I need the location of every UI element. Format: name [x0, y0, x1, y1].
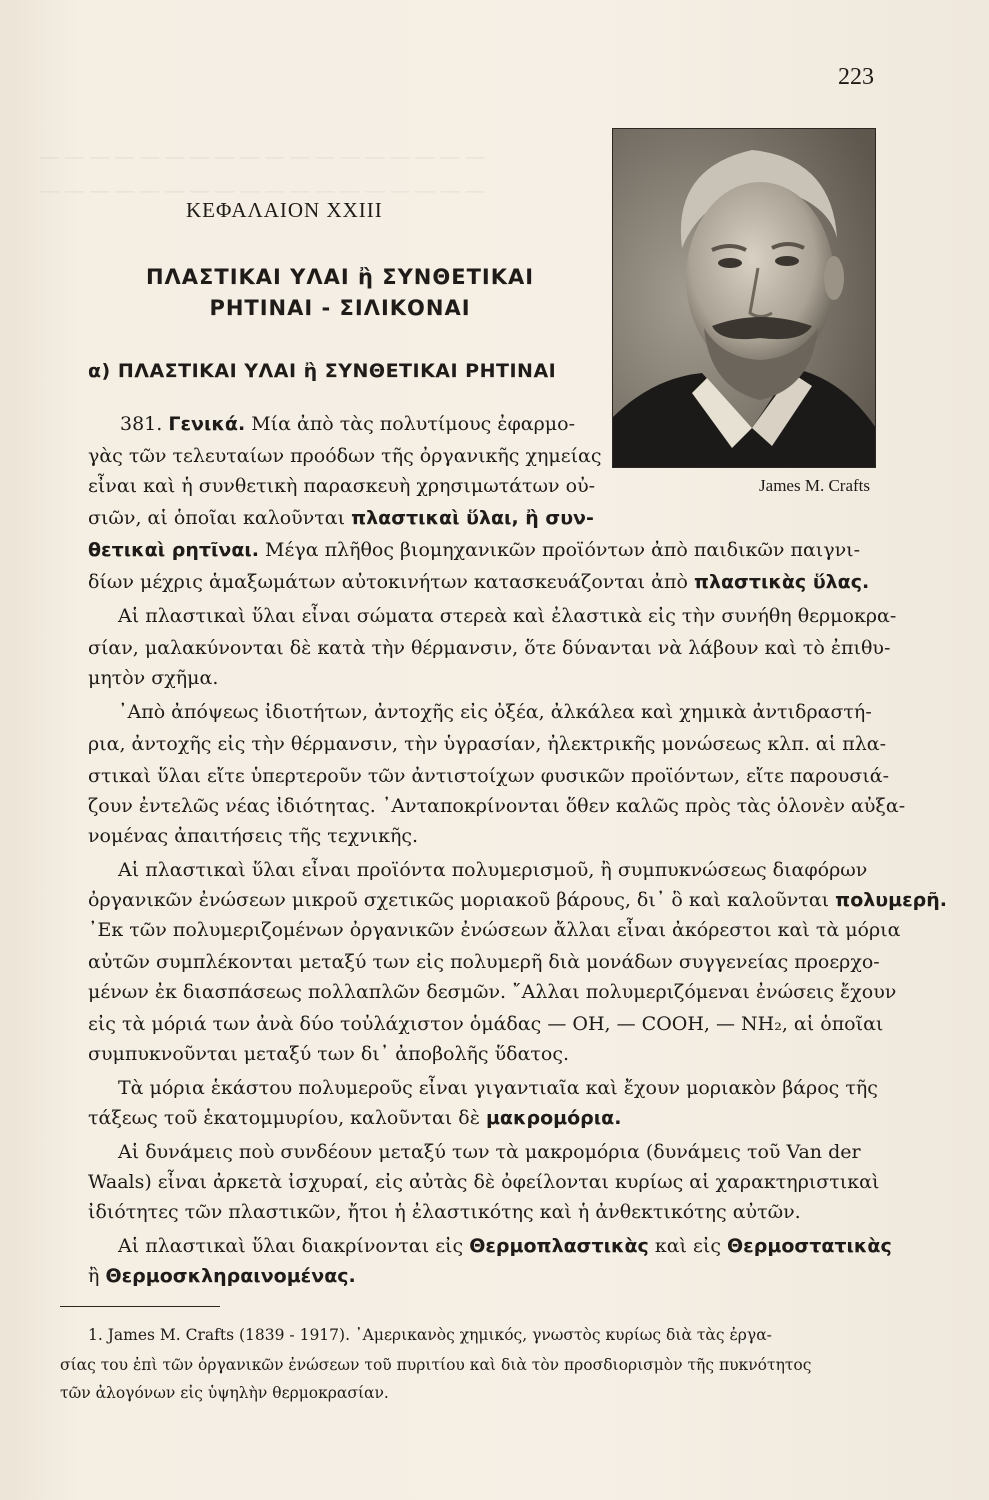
chapter-title-line-2: ΡΗΤΙΝΑΙ - ΣΙΛΙΚΟΝΑΙ: [209, 296, 471, 320]
body-line: [88, 1106, 621, 1130]
term-bold: Γενικά.: [168, 413, 246, 435]
body-line: νομένας ἀπαιτήσεις τῆς τεχνικῆς.: [88, 825, 419, 847]
body-line: ᾿Απὸ ἀπόψεως ἰδιοτήτων, ἀντοχῆς εἰς ὀξέα, ἀλκάλεα καὶ χημικὰ ἀντιδραστή-: [118, 701, 872, 723]
footnote-line: 1. James M. Crafts (1839 - 1917). ᾿Αμερικανὸς χημικός, γνωστὸς κυρίως διὰ τὰς ἐργα-: [88, 1326, 772, 1344]
body-line: ζουν ἐντελῶς νέας ἰδιότητας. ᾿Ανταποκρίνονται ὅθεν καλῶς πρὸς τὰς ὁλονὲν αὐξα-: [88, 795, 906, 817]
chapter-title-line-1: ΠΛΑΣΤΙΚΑΙ ΥΛΑΙ ἢ ΣΥΝΘΕΤΙΚΑΙ: [145, 265, 535, 289]
chapter-heading: ΚΕΦΑΛΑΙΟΝ XXIII: [186, 198, 383, 222]
body-line: Τὰ μόρια ἑκάστου πολυμεροῦς εἶναι γιγαντιαῖα καὶ ἔχουν μοριακὸν βάρος τῆς: [118, 1077, 878, 1099]
body-line: Αἱ πλαστικαὶ ὕλαι εἶναι προϊόντα πολυμερισμοῦ, ἢ συμπυκνώσεως διαφόρων: [118, 859, 868, 881]
paragraph-number: 381.: [120, 413, 163, 435]
body-line: εἶναι καὶ ἡ συνθετικὴ παρασκευὴ χρησιμωτάτων οὐ-: [88, 475, 596, 497]
footnote-line: τῶν ἀλογόνων εἰς ὑψηλὴν θερμοκρασίαν.: [60, 1384, 389, 1402]
body-line: Αἱ δυνάμεις ποὺ συνδέουν μεταξύ των τὰ μακρομόρια (δυνάμεις τοῦ Van der: [118, 1141, 861, 1163]
body-line: Waals) εἶναι ἀρκετὰ ἰσχυραί, εἰς αὐτὰς δὲ ὀφείλονται κυρίως αἱ χαρακτηριστικαὶ: [88, 1171, 880, 1193]
body-line: μένων ἐκ διασπάσεως πολλαπλῶν δεσμῶν. ῎Αλλαι πολυμεριζόμεναι ἐνώσεις ἔχουν: [88, 981, 897, 1003]
term-bold: πλαστικὰς ὕλας.: [693, 571, 870, 593]
body-text: Μία ἀπὸ τὰς πολυτίμους ἐφαρμο-: [251, 413, 576, 435]
body-line: εἰς τὰ μόριά των ἀνὰ δύο τοὐλάχιστον ὁμάδας — OH, — COOH, — NH₂, αἱ ὁποῖαι: [88, 1013, 884, 1035]
term-bold: πολυμερῆ.: [835, 889, 948, 911]
body-text: ἢ: [88, 1265, 100, 1287]
body-line: [88, 570, 869, 594]
body-text: δίων μέχρις ἁμαξωμάτων αὐτοκινήτων κατασκευάζονται ἀπὸ: [88, 571, 688, 593]
body-line: μητὸν σχῆμα.: [88, 667, 219, 689]
body-line: Αἱ πλαστικαὶ ὕλαι εἶναι σώματα στερεὰ καὶ ἐλαστικὰ εἰς τὴν συνήθη θερμοκρα-: [118, 605, 897, 627]
body-line: ρια, ἀντοχῆς εἰς τὴν θέρμανσιν, τὴν ὑγρασίαν, ἠλεκτρικῆς μονώσεως κλπ. αἱ πλα-: [88, 733, 887, 755]
body-line: [88, 412, 575, 436]
body-text: καὶ εἰς: [654, 1235, 721, 1257]
body-line: [88, 1264, 356, 1288]
term-bold: Θερμοσκληραινομένας.: [105, 1265, 356, 1287]
page-number: 223: [838, 64, 874, 90]
body-text: Μέγα πλῆθος βιομηχανικῶν προϊόντων ἀπὸ παιδικῶν παιγνι-: [265, 539, 861, 561]
body-line: [88, 1234, 892, 1258]
body-text: τάξεως τοῦ ἑκατομμυρίου, καλοῦνται δὲ: [88, 1107, 480, 1129]
bleed-through: ― ― ― ― ― ― ― ― ― ― ― ― ― ― ― ― ― ― ― ― ― ― ― ― ― ― ― ― ― ― ― ― ― ― ― ―: [40, 146, 485, 202]
body-line: αὐτῶν συμπλέκονται μεταξύ των εἰς πολυμερῆ διὰ μονάδων συγγενείας προερχο-: [88, 951, 880, 973]
term-bold: μακρομόρια.: [485, 1107, 622, 1129]
body-line: [88, 506, 594, 530]
portrait-caption: James M. Crafts: [759, 476, 870, 495]
term-bold: θετικαὶ ρητῖναι.: [88, 539, 259, 561]
body-line: συμπυκνοῦνται μεταξύ των δι᾿ ἀποβολῆς ὕδατος.: [88, 1043, 570, 1065]
body-line: σίαν, μαλακύνονται δὲ κατὰ τὴν θέρμανσιν, ὅτε δύνανται νὰ λάβουν καὶ τὸ ἐπιθυ-: [88, 637, 891, 659]
body-line: γὰς τῶν τελευταίων προόδων τῆς ὀργανικῆς χημείας: [88, 445, 602, 467]
term-bold: πλαστικαὶ ὕλαι, ἢ συν-: [351, 507, 594, 529]
body-line: [88, 538, 860, 562]
footnote-line: σίας του ἐπὶ τῶν ὀργανικῶν ἐνώσεων τοῦ πυριτίου καὶ διὰ τὸν προσδιορισμὸν τῆς πυκνότητος: [60, 1356, 812, 1374]
body-line: στικαὶ ὕλαι εἴτε ὑπερτεροῦν τῶν ἀντιστοίχων φυσικῶν προϊόντων, εἴτε παρουσιά-: [88, 765, 890, 787]
footnote-divider: [60, 1306, 220, 1307]
body-line: ᾿Εκ τῶν πολυμεριζομένων ὀργανικῶν ἐνώσεων ἄλλαι εἶναι ἀκόρεστοι καὶ τὰ μόρια: [88, 919, 901, 941]
term-bold: Θερμοπλαστικὰς: [469, 1235, 649, 1257]
portrait-figure: [612, 128, 876, 494]
body-line: [88, 888, 947, 912]
body-line: ἰδιότητες τῶν πλαστικῶν, ἤτοι ἡ ἐλαστικότης καὶ ἡ ἀνθεκτικότης αὐτῶν.: [88, 1201, 801, 1223]
body-text: Αἱ πλαστικαὶ ὕλαι διακρίνονται εἰς: [118, 1235, 464, 1257]
term-bold: Θερμοστατικὰς: [727, 1235, 892, 1257]
body-text: ὀργανικῶν ἐνώσεων μικροῦ σχετικῶς μοριακοῦ βάρους, δι᾿ ὃ καὶ καλοῦνται: [88, 889, 830, 911]
body-text: σιῶν, αἱ ὁποῖαι καλοῦνται: [88, 507, 346, 529]
section-heading: α) ΠΛΑΣΤΙΚΑΙ ΥΛΑΙ ἢ ΣΥΝΘΕΤΙΚΑΙ ΡΗΤΙΝΑΙ: [88, 360, 557, 382]
portrait-photo: [612, 128, 876, 468]
